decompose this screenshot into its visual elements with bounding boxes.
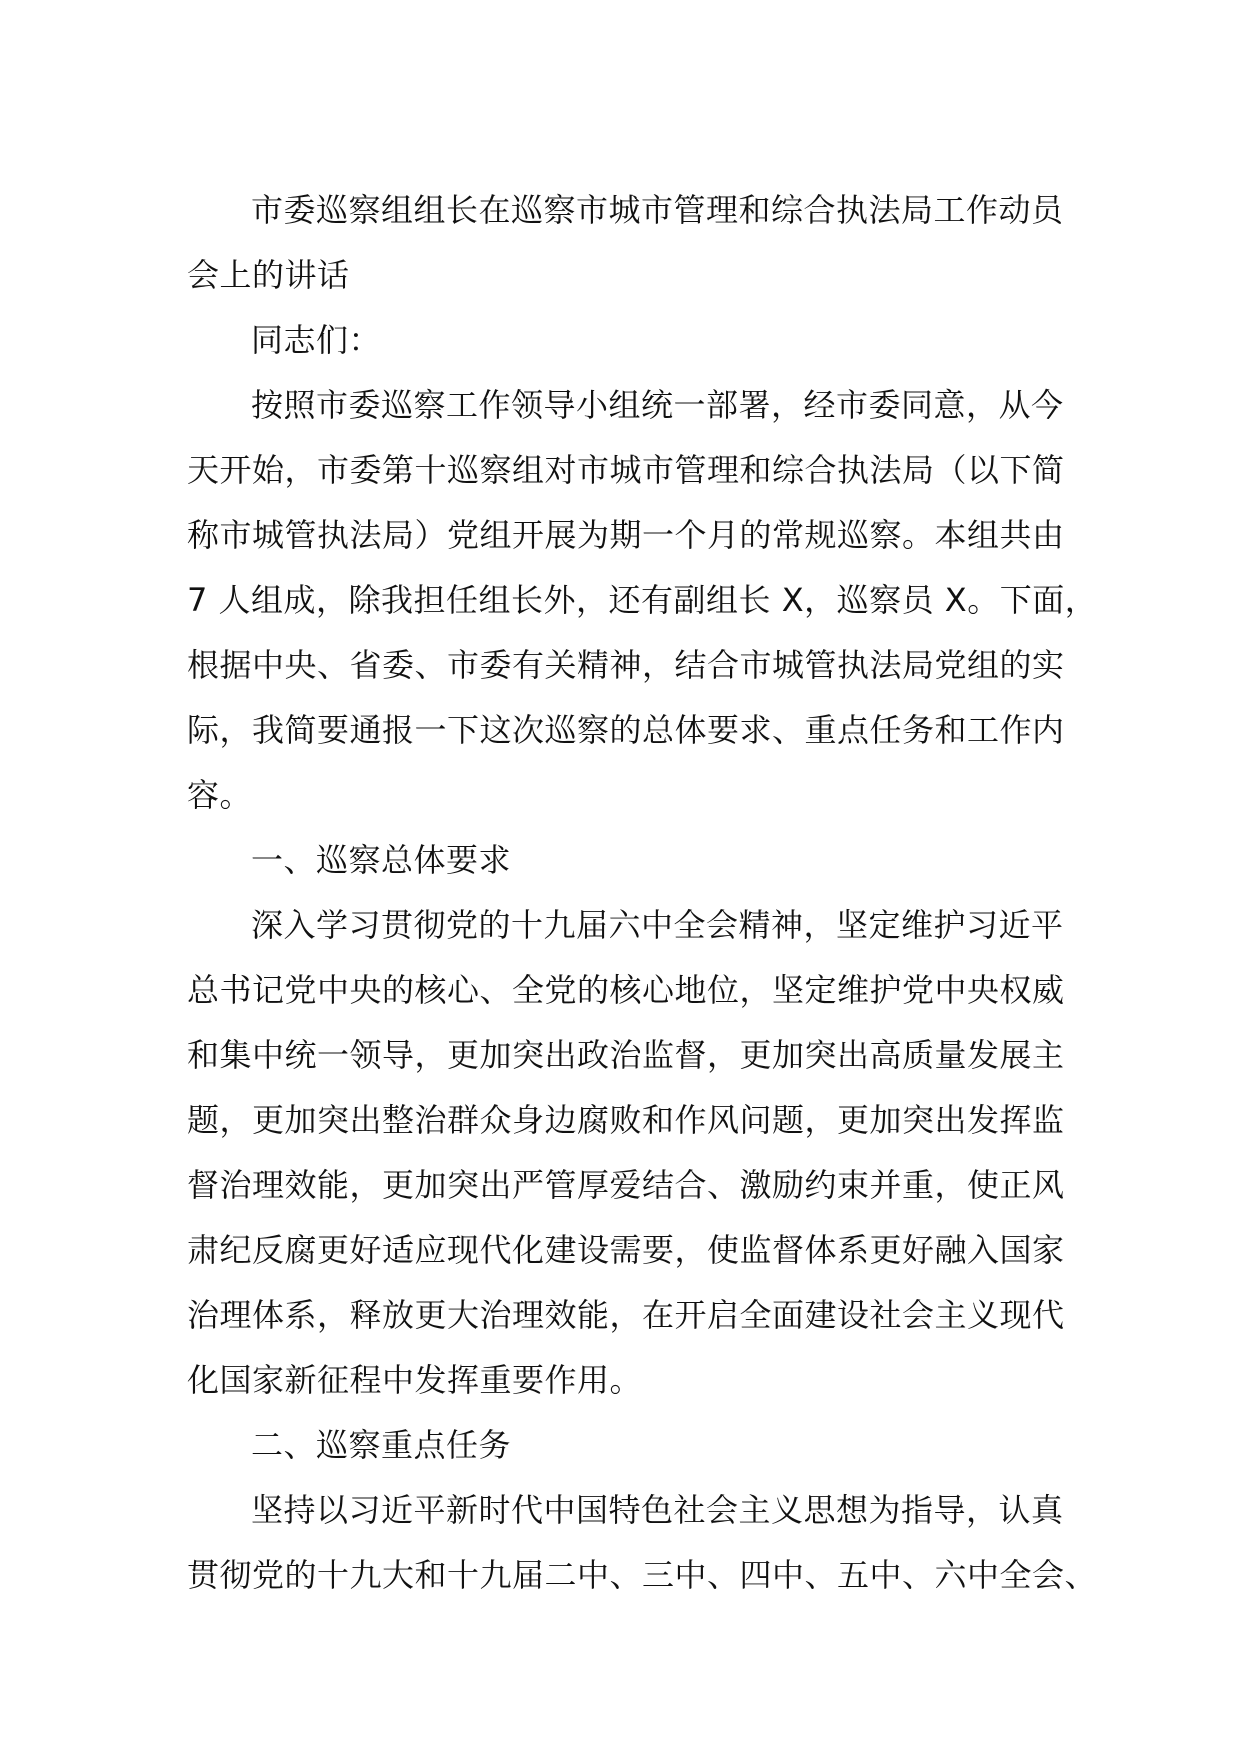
paragraph-line: 容。: [187, 776, 253, 814]
paragraph-line: 化国家新征程中发挥重要作用。: [187, 1361, 643, 1399]
paragraph-line: 总书记党中央的核心、全党的核心地位，坚定维护党中央权威: [187, 971, 1065, 1009]
paragraph-line: 贯彻党的十九大和十九届二中、三中、四中、五中、六中全会、: [187, 1556, 1098, 1594]
paragraph-requirements: [187, 893, 1065, 1413]
paragraph-intro: [187, 373, 1098, 828]
paragraph-line: 治理体系，释放更大治理效能，在开启全面建设社会主义现代: [187, 1296, 1065, 1334]
paragraph-line: 称市城管执法局）党组开展为期一个月的常规巡察。本组共由: [187, 516, 1065, 554]
title-line: 市委巡察组组长在巡察市城市管理和综合执法局工作动员: [251, 191, 1064, 229]
paragraph-line: 7 人组成，除我担任组长外，还有副组长 X，巡察员 X。下面，: [187, 581, 1098, 619]
section-heading-1: 一、巡察总体要求: [251, 841, 512, 879]
paragraph-line: 和集中统一领导，更加突出政治监督，更加突出高质量发展主: [187, 1036, 1065, 1074]
paragraph-line: 根据中央、省委、市委有关精神，结合市城管执法局党组的实: [187, 646, 1065, 684]
paragraph-line: 坚持以习近平新时代中国特色社会主义思想为指导，认真: [251, 1491, 1064, 1529]
paragraph-line: 天开始，市委第十巡察组对市城市管理和综合执法局（以下简: [187, 451, 1065, 489]
salutation: 同志们：: [251, 321, 382, 359]
paragraph-line: 按照市委巡察工作领导小组统一部署，经市委同意，从今: [251, 386, 1064, 424]
paragraph-line: 深入学习贯彻党的十九届六中全会精神，坚定维护习近平: [251, 906, 1064, 944]
paragraph-line: 督治理效能，更加突出严管厚爱结合、激励约束并重，使正风: [187, 1166, 1065, 1204]
section-heading-2: 二、巡察重点任务: [251, 1426, 512, 1464]
paragraph-line: 肃纪反腐更好适应现代化建设需要，使监督体系更好融入国家: [187, 1231, 1065, 1269]
document-page: [187, 178, 1098, 1608]
title-line: 会上的讲话: [187, 256, 350, 294]
paragraph-tasks: [187, 1478, 1098, 1608]
paragraph-line: 题，更加突出整治群众身边腐败和作风问题，更加突出发挥监: [187, 1101, 1065, 1139]
document-title: [187, 178, 1064, 308]
paragraph-line: 际，我简要通报一下这次巡察的总体要求、重点任务和工作内: [187, 711, 1065, 749]
